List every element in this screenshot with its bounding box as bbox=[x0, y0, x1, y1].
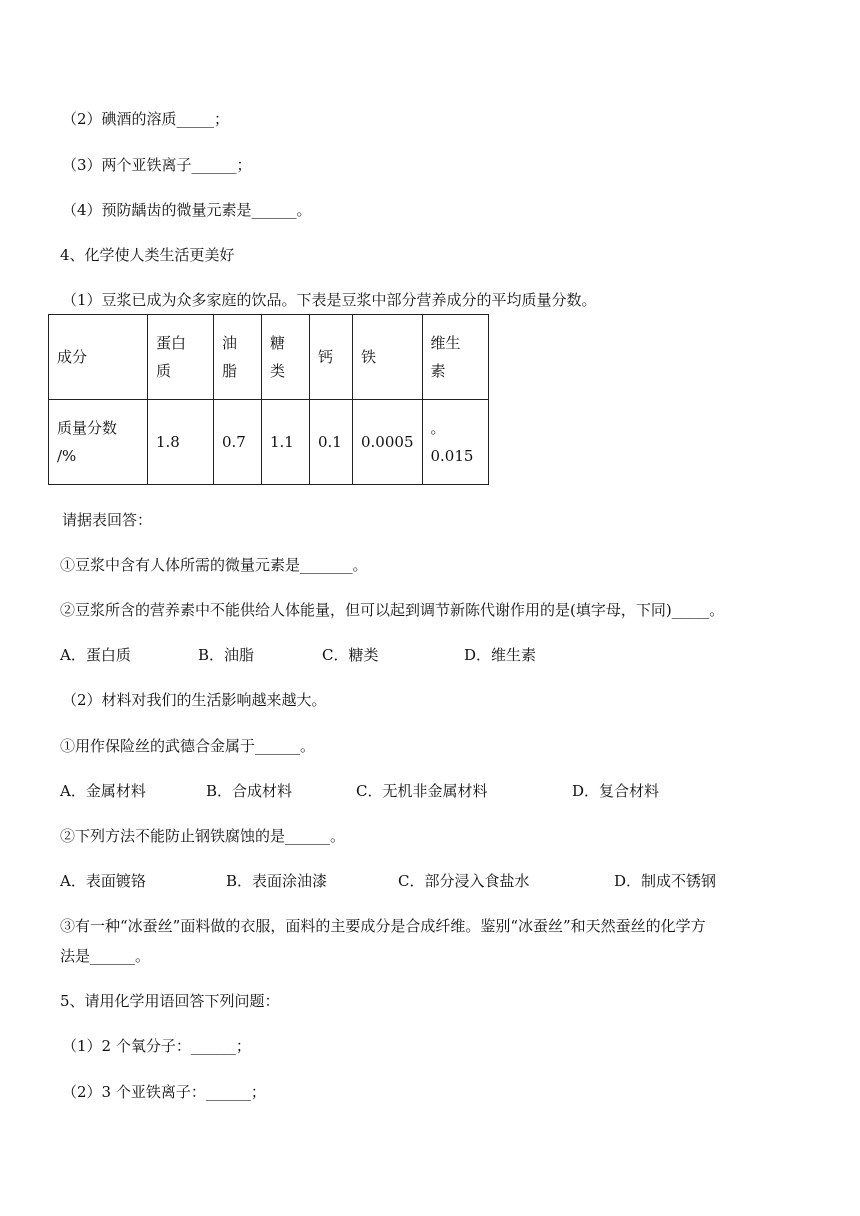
table-cell: 1.1 bbox=[262, 400, 310, 485]
table-cell: 油 脂 bbox=[214, 315, 262, 400]
question-line: 法是______。 bbox=[60, 947, 151, 965]
question-line: （2）3 个亚铁离子：______； bbox=[62, 1083, 266, 1101]
option-b: B．合成材料 bbox=[206, 782, 293, 800]
option-a: A．表面镀铬 bbox=[60, 872, 146, 890]
table-header-row bbox=[49, 315, 489, 400]
question-line: （2）碘酒的溶质_____； bbox=[62, 110, 230, 128]
table-cell: 铁 bbox=[353, 315, 423, 400]
table-cell: 蛋白 质 bbox=[148, 315, 214, 400]
question-line: ①用作保险丝的武德合金属于______。 bbox=[60, 737, 316, 755]
option-a: A．蛋白质 bbox=[60, 646, 131, 664]
table-cell: 。 0.015 bbox=[422, 400, 488, 485]
question-line: ①豆浆中含有人体所需的微量元素是_______。 bbox=[60, 556, 368, 574]
table-cell: 0.7 bbox=[214, 400, 262, 485]
option-d: D．复合材料 bbox=[572, 782, 660, 800]
option-b: B．油脂 bbox=[198, 646, 255, 664]
option-d: D．维生素 bbox=[464, 646, 537, 664]
option-b: B．表面涂油漆 bbox=[226, 872, 328, 890]
question-line: ②下列方法不能防止钢铁腐蚀的是______。 bbox=[60, 827, 346, 845]
table-cell: 糖 类 bbox=[262, 315, 310, 400]
question-line: （4）预防龋齿的微量元素是______。 bbox=[62, 201, 312, 219]
question-line: （3）两个亚铁离子______； bbox=[62, 156, 252, 174]
question-line: （2）材料对我们的生活影响越来越大。 bbox=[62, 691, 327, 709]
question-line: 请据表回答： bbox=[62, 511, 153, 529]
question-line: ③有一种“冰蚕丝”面料做的衣服，面料的主要成分是合成纤维。鉴别“冰蚕丝”和天然蚕丝的化学方 bbox=[60, 917, 706, 935]
option-d: D．制成不锈钢 bbox=[614, 872, 717, 890]
question-heading: 4、化学使人类生活更美好 bbox=[60, 246, 235, 264]
table-cell: 0.0005 bbox=[353, 400, 423, 485]
table-cell: 0.1 bbox=[310, 400, 353, 485]
table-cell: 维生 素 bbox=[422, 315, 488, 400]
table-cell: 1.8 bbox=[148, 400, 214, 485]
nutrition-table bbox=[48, 314, 489, 485]
option-c: C．部分浸入食盐水 bbox=[398, 872, 530, 890]
table-cell: 质量分数 /% bbox=[49, 400, 148, 485]
table-cell: 成分 bbox=[49, 315, 148, 400]
question-line: ②豆浆所含的营养素中不能供给人体能量，但可以起到调节新陈代谢作用的是(填字母，下同)_____。 bbox=[60, 601, 725, 619]
option-a: A．金属材料 bbox=[60, 782, 146, 800]
table-cell: 钙 bbox=[310, 315, 353, 400]
option-c: C．无机非金属材料 bbox=[356, 782, 488, 800]
question-line: （1）豆浆已成为众多家庭的饮品。下表是豆浆中部分营养成分的平均质量分数。 bbox=[62, 291, 597, 309]
question-line: （1）2 个氧分子：______； bbox=[62, 1037, 251, 1055]
option-c: C．糖类 bbox=[322, 646, 379, 664]
question-heading: 5、请用化学用语回答下列问题： bbox=[60, 992, 280, 1010]
table-row bbox=[49, 400, 489, 485]
